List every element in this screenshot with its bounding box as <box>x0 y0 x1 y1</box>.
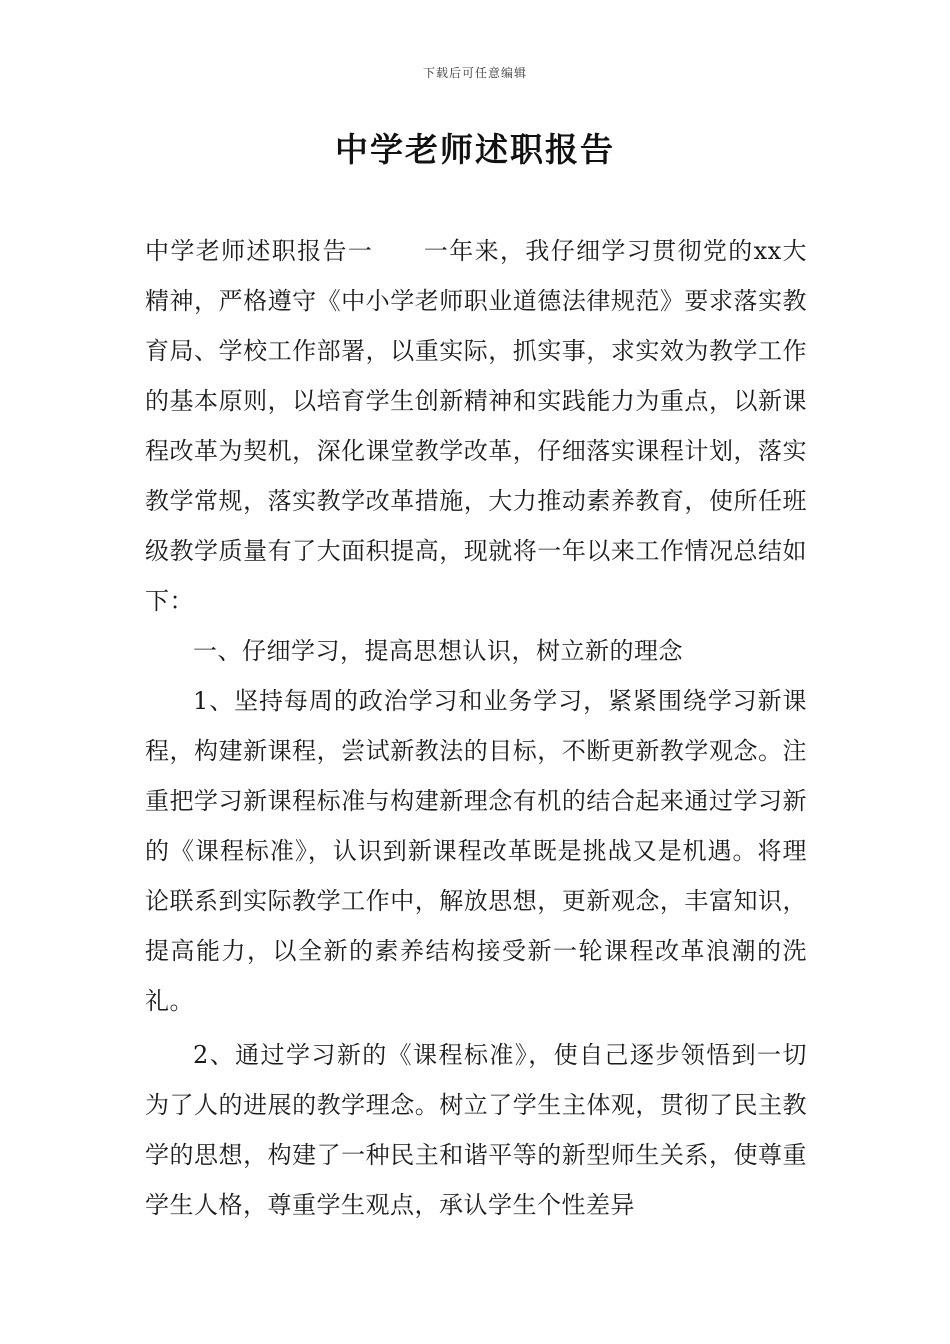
paragraph-section-heading: 一、仔细学习，提高思想认识，树立新的理念 <box>193 637 683 665</box>
document-body <box>145 226 807 1230</box>
paragraph-point-2: 2、通过学习新的《课程标准》，使自己逐步领悟到一切为了人的进展的教学理念。树立了学生主体观，贯彻了民主教学的思想，构建了一种民主和谐平等的新型师生关系，使尊重学生人格，尊重学生观点，承认学生个性差异 <box>145 1041 807 1219</box>
paragraph-intro: 中学老师述职报告一 一年来，我仔细学习贯彻党的xx大精神，严格遵守《中小学老师职业道德法律规范》要求落实教育局、学校工作部署，以重实际，抓实事，求实效为教学工作的基本原则，以培育学生创新精神和实践能力为重点，以新课程改革为契机，深化课堂教学改革，仔细落实课程计划，落实教学常规，落实教学改革措施，大力推动素养教育，使所任班级教学质量有了大面积提高，现就将一年以来工作情况总结如下： <box>145 237 807 615</box>
header-note: 下载后可任意编辑 <box>422 66 527 80</box>
document-title: 中学老师述职报告 <box>335 130 615 169</box>
paragraph-point-1: 1、坚持每周的政治学习和业务学习，紧紧围绕学习新课程，构建新课程，尝试新教法的目标，不断更新教学观念。注重把学习新课程标准与构建新理念有机的结合起来通过学习新的《课程标准》，认识到新课程改革既是挑战又是机遇。将理论联系到实际教学工作中，解放思想，更新观念，丰富知识，提高能力，以全新的素养结构接受新一轮课程改革浪潮的洗礼。 <box>145 687 807 1015</box>
